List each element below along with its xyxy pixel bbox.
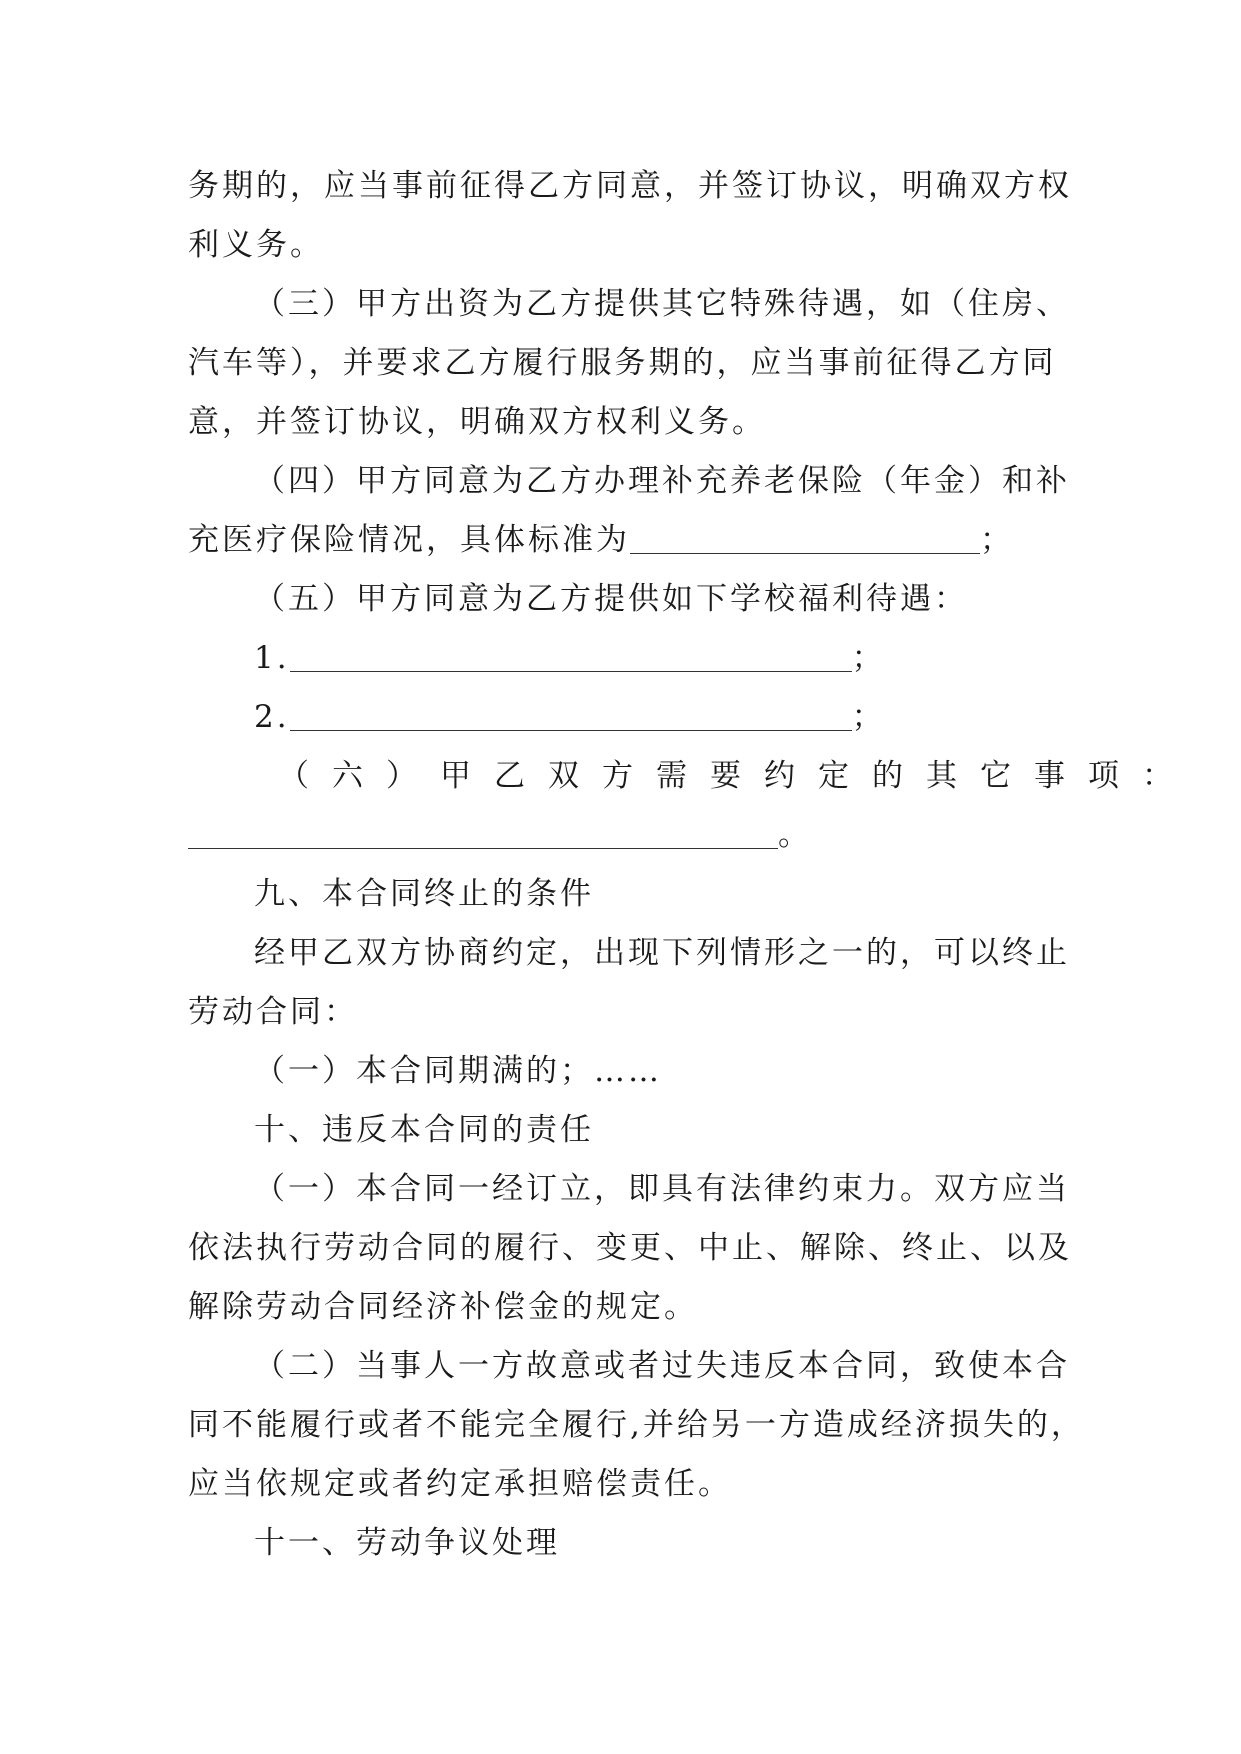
paragraph-line: 利义务。: [188, 227, 324, 263]
paragraph-line: 应当依规定或者约定承担赔偿责任。: [188, 1466, 732, 1502]
section-heading-9: 九、本合同终止的条件: [254, 876, 594, 912]
item-number: 1.: [254, 640, 290, 676]
welfare-item-2-blank[interactable]: [290, 694, 852, 731]
paragraph-line: （一）本合同一经订立，即具有法律约束力。双方应当: [254, 1171, 1070, 1207]
standard-label: 充医疗保险情况，具体标准为: [188, 522, 630, 558]
section-heading-11: 十一、劳动争议处理: [254, 1525, 560, 1561]
paragraph-line: 经甲乙双方协商约定，出现下列情形之一的，可以终止: [254, 935, 1070, 971]
line-punct: 。: [778, 817, 812, 853]
document-body: [188, 157, 1196, 1573]
item-punct: ；: [851, 699, 886, 735]
welfare-item-1-blank[interactable]: [290, 635, 852, 672]
welfare-item-2: [188, 688, 1058, 747]
clause-4-standard-line: [188, 511, 1058, 570]
item-number: 2.: [254, 699, 290, 735]
clause-5-line: （五）甲方同意为乙方提供如下学校福利待遇：: [254, 581, 968, 617]
paragraph-line: （二）当事人一方故意或者过失违反本合同，致使本合: [254, 1348, 1070, 1384]
paragraph-line: 解除劳动合同经济补偿金的规定。: [188, 1289, 698, 1325]
clause-3-line: （三）甲方出资为乙方提供其它特殊待遇，如（住房、: [254, 286, 1070, 322]
section-heading-10: 十、违反本合同的责任: [254, 1112, 594, 1148]
paragraph-line: 务期的，应当事前征得乙方同意，并签订协议，明确双方权: [188, 168, 1072, 204]
standard-punct: ；: [980, 522, 1014, 558]
clause-6-line: （六）甲乙双方需要约定的其它事项：: [278, 758, 1196, 794]
paragraph-line: 劳动合同：: [188, 994, 358, 1030]
clause-6-blank-line: [188, 806, 1058, 865]
paragraph-line: 汽车等），并要求乙方履行服务期的，应当事前征得乙方同: [188, 345, 1057, 381]
paragraph-line: 同不能履行或者不能完全履行,并给另一方造成经济损失的，: [188, 1407, 1085, 1443]
paragraph-line: 依法执行劳动合同的履行、变更、中止、解除、终止、以及: [188, 1230, 1072, 1266]
standard-blank-field[interactable]: [630, 517, 980, 554]
paragraph-line: 意，并签订协议，明确双方权利义务。: [188, 404, 766, 440]
item-punct: ；: [851, 640, 886, 676]
other-matters-blank[interactable]: [188, 812, 778, 849]
clause-4-line: （四）甲方同意为乙方办理补充养老保险（年金）和补: [254, 463, 1070, 499]
clause-line: （一）本合同期满的；……: [254, 1053, 662, 1089]
welfare-item-1: [188, 629, 1058, 688]
